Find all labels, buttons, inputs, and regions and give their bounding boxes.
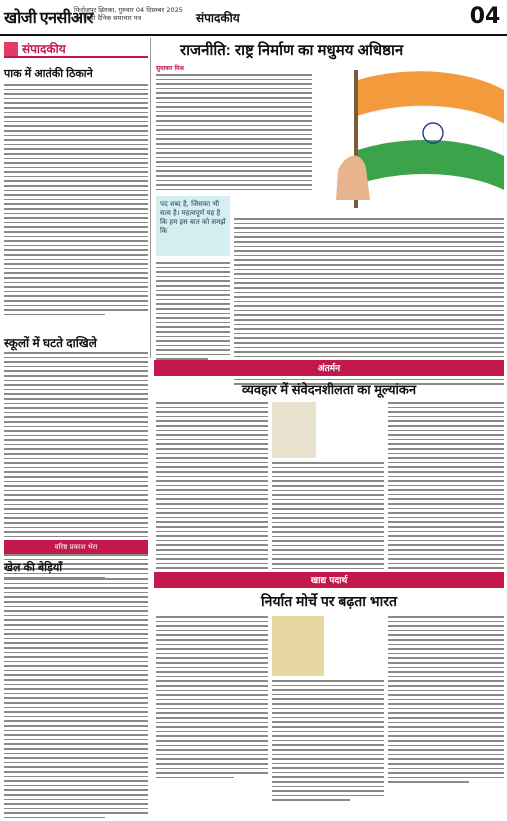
section-title: संपादकीय xyxy=(196,11,240,25)
section-tab-block xyxy=(4,42,18,56)
column-byline: वरिष्ठ प्रकाश भेरा xyxy=(4,540,148,554)
pull-quote: पद शब्द है, जिसका भी सत्य है। महत्वपूर्ण यह है कि हम इस बात को समझें कि xyxy=(156,196,230,256)
band-1-title: अंतर्मन xyxy=(317,364,341,374)
section-tab-label: संपादकीय xyxy=(22,42,66,56)
left-headline-2: स्कूलों में घटते दाखिले xyxy=(4,336,97,350)
section-band-1 xyxy=(154,360,504,376)
article-3-photo xyxy=(272,616,324,676)
dateline xyxy=(74,6,183,22)
article-2-col-2 xyxy=(272,462,384,577)
article-3-col-1 xyxy=(156,616,268,781)
article-3-col-2 xyxy=(272,680,384,804)
main-article-text-3 xyxy=(156,262,230,363)
article-2-col-3 xyxy=(388,402,504,590)
article-1-text xyxy=(4,84,148,318)
main-article-text-1 xyxy=(156,74,312,193)
masthead-logo: खोजी एनसीआर xyxy=(4,10,93,27)
left-headline-3: खेल की बेड़ियाँ xyxy=(4,562,63,574)
section-band-2 xyxy=(154,572,504,588)
masthead xyxy=(0,0,507,36)
article-2-headline: व्यवहार में संवेदनशीलता का मूल्यांकन xyxy=(241,382,417,397)
band-2-title: खाद्य पदार्थ xyxy=(310,576,348,586)
article-3-headline: निर्यात मोर्चे पर बढ़ता भारत xyxy=(261,593,397,609)
article-2-col-1 xyxy=(156,402,268,590)
date-line-2: नूंह हिन्दी दैनिक समाचार पत्र xyxy=(74,14,142,22)
left-headline-1: पाक में आतंकी ठिकाने xyxy=(4,68,93,80)
column-divider xyxy=(150,38,151,358)
main-author: सुधाकर मिश्र xyxy=(156,65,184,72)
article-2-photo xyxy=(272,402,316,458)
article-3-text xyxy=(4,578,148,821)
article-3-col-3 xyxy=(388,616,504,786)
page-number: 04 xyxy=(463,0,507,34)
section-tab-rule xyxy=(4,56,148,58)
left-column xyxy=(4,38,148,798)
main-headline: राजनीति: राष्ट्र निर्माण का मधुमय अधिष्ठान xyxy=(180,42,404,59)
date-line-1: फिरोजपुर झिरका, गुरुवार 04 दिसम्बर 2025 xyxy=(74,6,183,14)
section-tab xyxy=(4,38,148,58)
flag-hand-illustration xyxy=(318,60,504,210)
